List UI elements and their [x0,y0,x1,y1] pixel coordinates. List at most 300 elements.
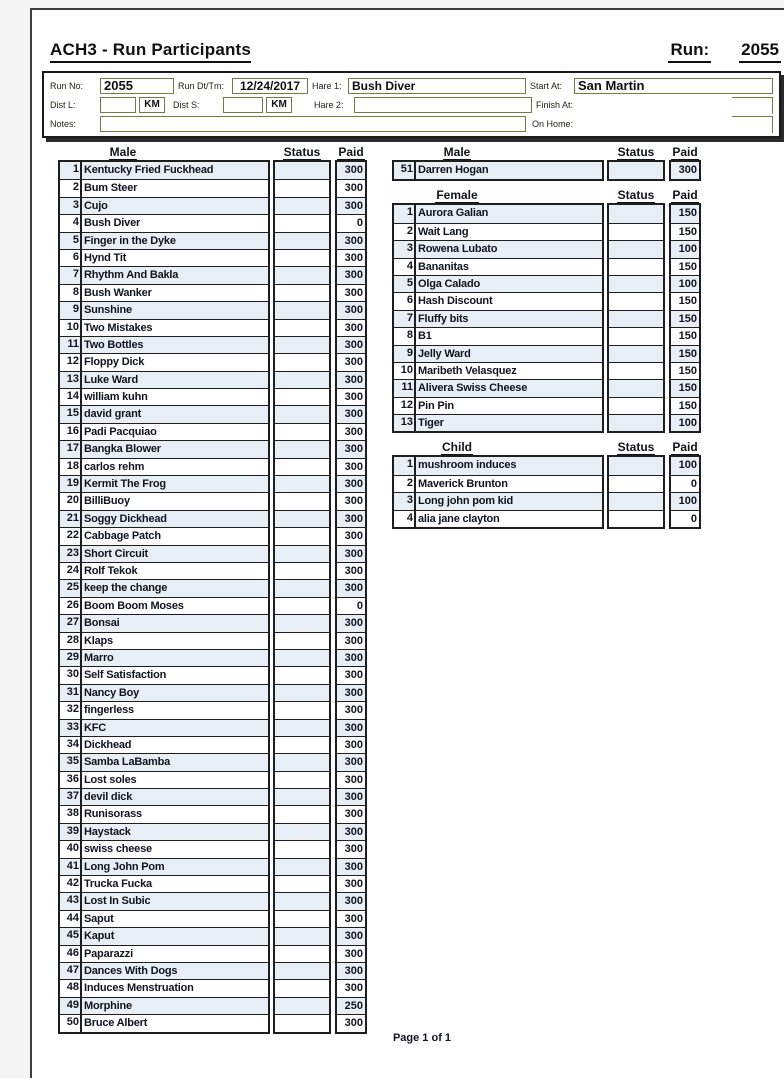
participant-row [60,910,268,927]
row-number: 4 [394,511,416,527]
row-number: 3 [394,241,416,257]
participant-name: Short Circuit [84,547,149,560]
section-header: Child [442,440,472,455]
status-cell [275,910,329,927]
name-column-box [392,203,604,433]
participant-row [60,527,268,544]
participant-name: Bonsai [84,617,120,630]
participant-row [394,258,602,275]
participant-name: Sunshine [84,304,132,317]
status-cell [275,736,329,753]
paid-amount: 150 [671,310,699,327]
participant-row [60,666,268,683]
participant-row [60,962,268,979]
row-number: 32 [60,702,82,718]
participant-name: Padi Pacquiao [84,425,157,438]
participant-row [60,405,268,422]
participant-row [60,284,268,301]
status-cell [275,545,329,562]
row-number: 13 [394,415,416,431]
row-number: 26 [60,598,82,614]
run-dt-field: 12/24/2017 [232,78,308,94]
row-number: 33 [60,720,82,736]
table-grid [392,455,701,529]
participant-row [60,1014,268,1031]
row-number: 6 [394,293,416,309]
status-cell [609,492,663,509]
participant-name: Saput [84,912,114,925]
paid-amount: 300 [337,649,365,666]
paid-amount: 100 [671,240,699,257]
participant-row [394,162,602,179]
participant-name: Two Mistakes [84,321,153,334]
paid-amount: 150 [671,345,699,362]
participant-name: Kermit The Frog [84,478,166,491]
participant-row [60,840,268,857]
status-cell [275,771,329,788]
paid-amount: 100 [671,457,699,474]
paid-amount: 150 [671,223,699,240]
name-column-box [392,160,604,181]
participant-row [60,579,268,596]
participant-row [394,292,602,309]
participant-name: fingerless [84,704,134,717]
participant-name: Dickhead [84,738,132,751]
status-column-header: Status [617,145,655,159]
participant-name: Darren Hogan [418,164,489,176]
participant-name: Maverick Brunton [418,477,508,490]
participant-row [60,927,268,944]
paid-amount: 300 [337,492,365,509]
row-number: 17 [60,441,82,457]
status-cell [275,962,329,979]
finish-at-field [580,97,773,113]
status-cell [275,666,329,683]
status-cell [275,301,329,318]
row-number: 28 [60,633,82,649]
row-number: 10 [394,363,416,379]
status-cell [609,240,663,257]
hare2-label: Hare 2: [314,99,344,110]
status-cell [609,258,663,275]
participant-name: Tiger [418,417,444,430]
dist-s-field [223,97,263,113]
participant-row [60,597,268,614]
run-details-form [42,71,781,138]
paid-amount: 300 [337,179,365,196]
participant-row [60,892,268,909]
row-number: 46 [60,946,82,962]
participant-row [60,997,268,1014]
table-header-row [392,143,701,160]
paid-amount: 300 [337,614,365,631]
table-header-row [392,438,701,455]
dist-s-label: Dist S: [173,99,200,110]
participant-name: Soggy Dickhead [84,512,167,525]
paid-amount: 300 [337,423,365,440]
status-cell [275,1014,329,1031]
status-cell [609,205,663,222]
paid-amount: 300 [337,719,365,736]
notes-field [100,116,526,132]
paid-amount: 0 [671,475,699,492]
status-cell [275,979,329,996]
row-number: 40 [60,841,82,857]
form-row-2 [50,95,773,114]
participant-name: carlos rehm [84,460,145,473]
run-no-field: 2055 [100,78,174,94]
row-number: 18 [60,459,82,475]
paid-amount: 300 [337,301,365,318]
participant-name: Cabbage Patch [84,530,161,543]
participant-row [60,423,268,440]
row-number: 6 [60,250,82,266]
participant-row [60,214,268,231]
paid-amount: 100 [671,414,699,431]
row-number: 25 [60,580,82,596]
paid-amount: 300 [337,545,365,562]
status-cell [275,510,329,527]
row-number: 5 [60,233,82,249]
status-cell [275,632,329,649]
participant-name: Maribeth Velasquez [418,364,517,377]
on-home-field [576,116,773,132]
row-number: 37 [60,789,82,805]
participant-row [60,301,268,318]
status-column-box [607,160,665,181]
row-number: 11 [394,380,416,396]
participant-row [60,788,268,805]
participant-row [60,684,268,701]
paid-amount: 150 [671,205,699,222]
status-cell [275,892,329,909]
participant-name: Long John Pom [84,860,165,873]
status-cell [275,858,329,875]
start-at-field: San Martin [574,78,773,94]
paid-column-header: Paid [672,188,698,203]
status-cell [609,379,663,396]
paid-column-box [669,160,701,181]
participant-name: Induces Menstruation [84,982,194,995]
participant-row [60,492,268,509]
paid-amount: 0 [337,214,365,231]
status-cell [275,840,329,857]
paid-amount: 300 [337,979,365,996]
page-footer: Page 1 of 1 [392,1032,452,1044]
participant-name: BilliBuoy [84,495,130,508]
paid-amount: 300 [337,632,365,649]
status-cell [609,414,663,431]
row-number: 22 [60,528,82,544]
participant-row [60,979,268,996]
report-page [30,8,784,1078]
participant-name: Trucka Fucka [84,878,152,891]
row-number: 2 [394,476,416,492]
participant-row [394,510,602,527]
participant-name: Long john pom kid [418,495,513,508]
status-cell [609,310,663,327]
table-grid [392,203,701,433]
status-cell [275,597,329,614]
row-number: 7 [60,267,82,283]
status-column-header: Status [617,188,655,203]
status-cell [275,353,329,370]
paid-amount: 250 [337,997,365,1014]
participant-row [60,545,268,562]
row-number: 38 [60,806,82,822]
paid-amount: 300 [337,875,365,892]
participant-row [60,701,268,718]
status-cell [275,266,329,283]
paid-amount: 0 [671,510,699,527]
participant-name: Bush Diver [84,217,141,230]
row-number: 45 [60,928,82,944]
row-number: 4 [60,215,82,231]
status-column-header: Status [617,440,655,455]
participant-name: Klaps [84,634,113,647]
status-cell [275,823,329,840]
row-number: 29 [60,650,82,666]
status-cell [275,179,329,196]
status-cell [275,284,329,301]
participant-name: Nancy Boy [84,686,140,699]
participant-row [394,310,602,327]
table-header-row [392,186,701,203]
participant-tables [32,143,784,1034]
paid-amount: 300 [337,962,365,979]
form-row-1 [50,76,773,95]
start-at-label: Start At: [530,80,563,91]
status-cell [609,327,663,344]
participant-row [60,510,268,527]
paid-amount: 300 [337,805,365,822]
participant-table-male [392,143,701,181]
participant-row [60,179,268,196]
status-cell [275,475,329,492]
participant-name: Samba LaBamba [84,756,171,769]
paid-amount: 0 [337,597,365,614]
participant-row [60,475,268,492]
paid-amount: 300 [337,892,365,909]
participant-row [394,223,602,240]
row-number: 36 [60,772,82,788]
row-number: 43 [60,893,82,909]
paid-amount: 150 [671,327,699,344]
participant-row [60,632,268,649]
participant-row [60,440,268,457]
row-number: 9 [60,302,82,318]
participant-row [394,345,602,362]
row-number: 14 [60,389,82,405]
row-number: 16 [60,424,82,440]
participant-name: Boom Boom Moses [84,599,184,612]
participant-name: Fluffy bits [418,312,469,325]
participant-row [60,353,268,370]
status-cell [609,475,663,492]
participant-row [394,397,602,414]
section-header: Female [436,188,478,203]
dist-l-field [100,97,136,113]
form-row-3 [50,114,773,133]
participant-name: Runisorass [84,808,142,821]
km-box-2: KM [266,97,292,113]
paid-amount: 300 [337,388,365,405]
participant-name: Kaput [84,930,115,943]
paid-amount: 300 [337,266,365,283]
participant-name: Kentucky Fried Fuckhead [84,164,214,176]
table-grid [392,160,701,181]
status-cell [275,649,329,666]
participant-row [394,205,602,222]
participant-row [60,249,268,266]
participant-name: Lost soles [84,773,137,786]
status-cell [275,319,329,336]
participant-row [60,232,268,249]
paid-amount: 300 [337,858,365,875]
status-cell [275,249,329,266]
participant-name: Bangka Blower [84,443,161,456]
row-number: 12 [60,354,82,370]
row-number: 1 [394,205,416,222]
row-number: 31 [60,685,82,701]
participant-name: devil dick [84,791,133,804]
participant-row [60,266,268,283]
row-number: 20 [60,493,82,509]
paid-amount: 300 [337,284,365,301]
row-number: 41 [60,859,82,875]
run-number-box [668,40,781,63]
participant-row [60,371,268,388]
paid-amount: 300 [337,510,365,527]
participant-name: Olga Calado [418,277,480,290]
participant-row [60,319,268,336]
participant-name: mushroom induces [418,459,517,472]
status-cell [609,510,663,527]
row-number: 11 [60,337,82,353]
participant-name: Rowena Lubato [418,243,498,256]
participant-name: william kuhn [84,391,148,404]
participant-row [60,945,268,962]
row-number: 23 [60,546,82,562]
participant-row [60,458,268,475]
status-cell [609,275,663,292]
paid-amount: 300 [337,666,365,683]
row-number: 7 [394,311,416,327]
row-number: 1 [394,457,416,474]
paid-amount: 300 [337,771,365,788]
row-number: 4 [394,259,416,275]
participant-row [60,858,268,875]
paid-amount: 300 [337,823,365,840]
status-cell [609,345,663,362]
status-cell [609,457,663,474]
participant-row [394,240,602,257]
participant-name: Morphine [84,999,132,1012]
participant-name: alia jane clayton [418,512,500,525]
paid-amount: 300 [337,562,365,579]
status-cell [275,232,329,249]
paid-amount: 300 [337,840,365,857]
participant-row [394,379,602,396]
status-cell [275,719,329,736]
participant-row [60,805,268,822]
participant-name: Finger in the Dyke [84,234,176,247]
status-cell [275,753,329,770]
row-number: 42 [60,876,82,892]
hare1-label: Hare 1: [312,80,342,91]
paid-amount: 150 [671,292,699,309]
paid-amount: 150 [671,397,699,414]
row-number: 51 [394,162,416,179]
participant-row [60,875,268,892]
status-column-box [607,455,665,529]
paid-amount: 300 [337,405,365,422]
row-number: 10 [60,320,82,336]
participant-table-male [58,143,367,1034]
status-cell [275,423,329,440]
row-number: 35 [60,754,82,770]
row-number: 49 [60,998,82,1014]
row-number: 12 [394,398,416,414]
paid-amount: 300 [337,788,365,805]
participant-name: Self Satisfaction [84,669,167,682]
paid-column-box [335,160,367,1034]
row-number: 48 [60,980,82,996]
participant-name: david grant [84,408,142,421]
paid-amount: 300 [337,927,365,944]
status-cell [609,397,663,414]
status-cell [609,223,663,240]
participant-name: Bruce Albert [84,1017,148,1030]
paid-amount: 100 [671,492,699,509]
finish-at-label: Finish At: [536,99,574,110]
paid-amount: 300 [337,736,365,753]
km-box-1: KM [139,97,165,113]
paid-amount: 150 [671,379,699,396]
participant-row [394,475,602,492]
participant-name: B1 [418,330,432,343]
status-cell [609,162,663,179]
paid-amount: 300 [337,910,365,927]
participant-name: Cujo [84,199,108,212]
row-number: 2 [394,224,416,240]
table-grid [58,160,367,1034]
row-number: 1 [60,162,82,179]
paid-column-header: Paid [672,145,698,159]
row-number: 2 [60,180,82,196]
row-number: 24 [60,563,82,579]
participant-row [60,823,268,840]
paid-amount: 300 [337,336,365,353]
paid-amount: 300 [337,579,365,596]
paid-amount: 300 [337,945,365,962]
paid-amount: 300 [337,684,365,701]
participant-name: Jelly Ward [418,347,471,360]
row-number: 8 [60,285,82,301]
paid-column-header: Paid [338,145,364,159]
status-column-box [273,160,331,1034]
status-cell [609,362,663,379]
participant-row [394,414,602,431]
participant-table-child [392,438,701,529]
paid-amount: 300 [337,527,365,544]
name-column-box [392,455,604,529]
run-dt-label: Run Dt/Tm: [178,80,225,91]
status-cell [275,162,329,179]
paid-amount: 300 [337,458,365,475]
status-cell [275,197,329,214]
participant-name: Marro [84,651,114,664]
